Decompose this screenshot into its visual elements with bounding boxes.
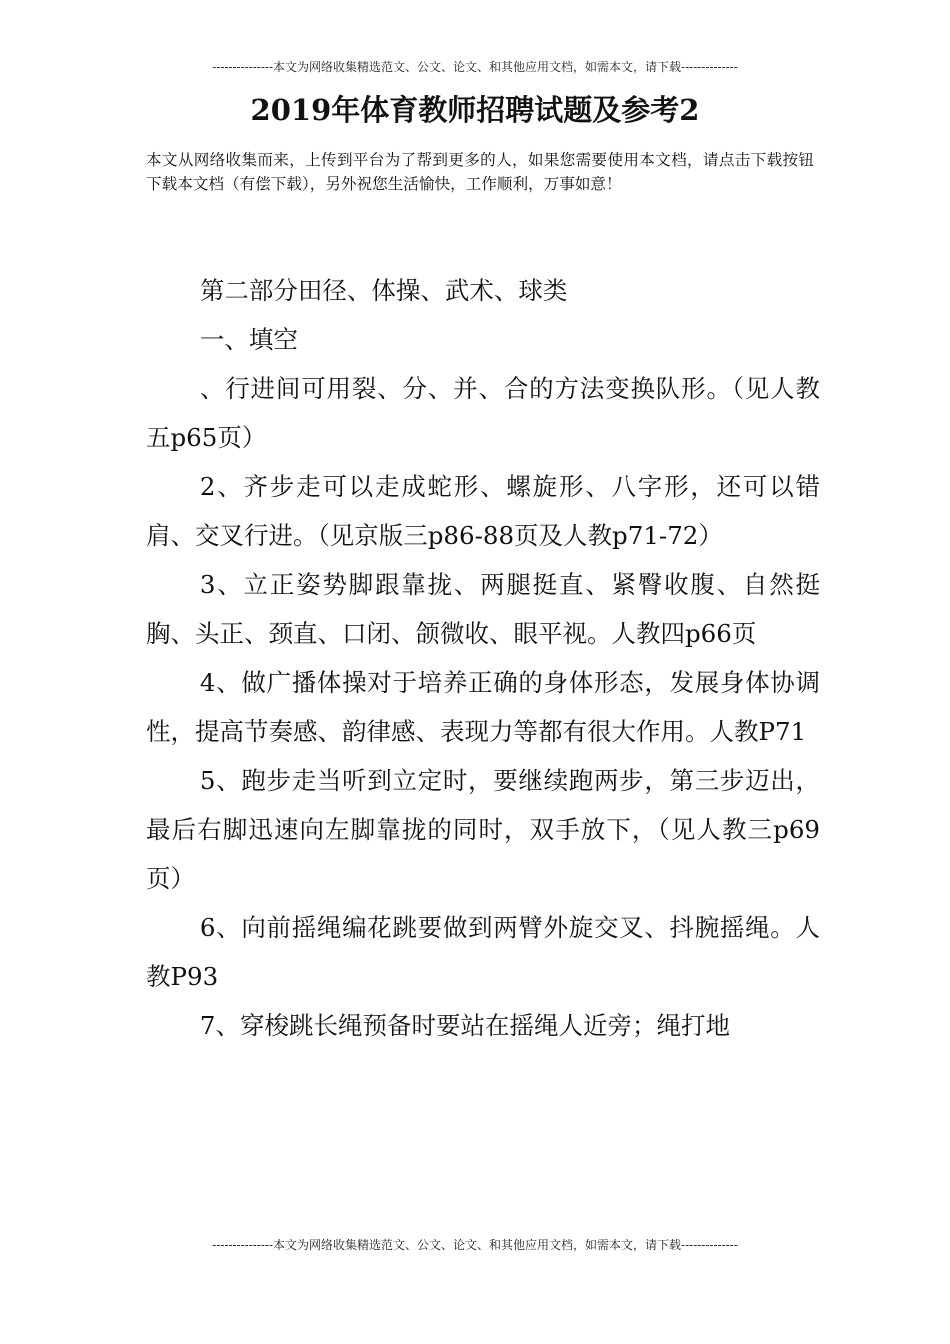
paragraph-6: 6、向前摇绳编花跳要做到两臂外旋交叉、抖腕摇绳。人教P93 <box>146 913 820 991</box>
paragraph-3: 3、立正姿势脚跟靠拢、两腿挺直、紧臀收腹、自然挺胸、头正、颈直、口闭、颌微收、眼平视。人教四p66页 <box>146 570 820 648</box>
subsection-heading: 一、填空 <box>199 325 298 354</box>
paragraph-4: 4、做广播体操对于培养正确的身体形态，发展身体协调性，提高节奏感、韵律感、表现力等都有很大作用。人教P71 <box>146 668 820 746</box>
document-body <box>146 266 820 1050</box>
section-heading: 第二部分田径、体操、武术、球类 <box>199 276 568 305</box>
intro-note: 本文从网络收集而来，上传到平台为了帮到更多的人，如果您需要使用本文档，请点击下载按钮下载本文档（有偿下载），另外祝您生活愉快，工作顺利，万事如意！ <box>146 151 814 193</box>
paragraph-1: 、行进间可用裂、分、并、合的方法变换队形。（见人教五p65页） <box>146 374 820 452</box>
header-banner: ---------------本文为网络收集精选范文、公文、论文、和其他应用文档，如需本文，请下载-------------- <box>212 60 738 74</box>
footer-banner: ---------------本文为网络收集精选范文、公文、论文、和其他应用文档，如需本文，请下载-------------- <box>212 1238 738 1252</box>
paragraph-5: 5、跑步走当听到立定时，要继续跑两步，第三步迈出，最后右脚迅速向左脚靠拢的同时，双手放下，（见人教三p69页） <box>146 766 820 893</box>
paragraph-2: 2、齐步走可以走成蛇形、螺旋形、八字形，还可以错肩、交叉行进。（见京版三p86-88页及人教p71-72） <box>146 472 820 550</box>
document-title: 2019年体育教师招聘试题及参考2 <box>250 93 700 127</box>
paragraph-7: 7、穿梭跳长绳预备时要站在摇绳人近旁；绳打地 <box>199 1011 730 1040</box>
